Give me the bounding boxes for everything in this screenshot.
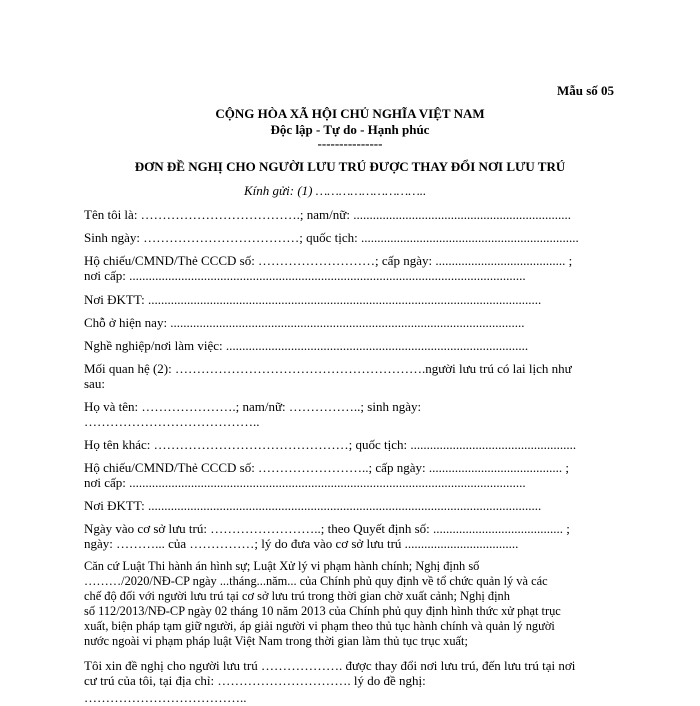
form-title: ĐƠN ĐỀ NGHỊ CHO NGƯỜI LƯU TRÚ ĐƯỢC THAY ĐỔI NƠI LƯU TRÚ <box>134 159 566 174</box>
legal-basis-line: Căn cứ Luật Thi hành án hình sự; Luật Xử lý vi phạm hành chính; Nghị định số <box>84 559 480 573</box>
field-current-address: Chỗ ở hiện nay: ............................................................................................................. <box>84 315 525 330</box>
motto-divider: --------------- <box>317 136 383 151</box>
motto: Độc lập - Tự do - Hạnh phúc <box>270 122 430 137</box>
legal-basis-line: chế độ đối với người lưu trú tại cơ sở lưu trú trong thời gian chờ xuất cảnh; Nghị định <box>84 589 510 603</box>
field-resident-birthdate: ………………………………….. <box>84 414 260 429</box>
field-resident-id-place: nơi cấp: .......................................................................................................................... <box>84 475 526 490</box>
field-resident-id-number: Hộ chiếu/CMND/Thẻ CCCD số: ……………………..; cấp ngày: ......................................... ; <box>84 460 569 475</box>
legal-basis-line: số 112/2013/NĐ-CP ngày 02 tháng 10 năm 2013 của Chính phủ quy định hình thức xử phạt trục <box>84 604 561 618</box>
request-line: ……………………………….. <box>84 690 247 705</box>
field-entry-date: Ngày vào cơ sở lưu trú: ……………………..; theo Quyết định số: ........................................ ; <box>84 521 570 536</box>
field-id-number: Hộ chiếu/CMND/Thẻ CCCD số: ………………………; cấp ngày: ........................................ ; <box>84 253 573 268</box>
recipient-line: Kính gửi: (1) ……………………….. <box>244 183 427 198</box>
request-line: cư trú của tôi, tại địa chỉ: …………………………. lý do đề nghị: <box>84 673 426 688</box>
field-resident-alias: Họ tên khác: ………………………………………; quốc tịch: ................................................... <box>84 437 577 452</box>
field-entry-reason: ngày: ………... của ……………; lý do đưa vào cơ sở lưu trú ................................... <box>84 536 519 551</box>
field-resident-permanent-residence: Nơi ĐKTT: ......................................................................................................................... <box>84 498 542 513</box>
field-resident-name: Họ và tên: ………………….; nam/nữ: ……………..; sinh ngày: <box>84 399 422 414</box>
legal-basis-line: ………/2020/NĐ-CP ngày ...tháng...năm... của Chính phủ quy định về tổ chức quản lý và các <box>84 574 548 588</box>
nation-heading: CỘNG HÒA XÃ HỘI CHỦ NGHĨA VIỆT NAM <box>215 106 485 121</box>
legal-basis-line: xuất, biện pháp tạm giữ người, áp giải người vi phạm theo thủ tục hành chính và quản lý người <box>84 619 555 633</box>
field-name: Tên tôi là: ……………………………….; nam/nữ: ................................................................... <box>84 207 571 222</box>
field-birthdate: Sinh ngày: ………………………………; quốc tịch: ................................................................... <box>84 230 579 245</box>
field-id-place: nơi cấp: .......................................................................................................................... <box>84 268 526 283</box>
field-relationship: Mối quan hệ (2): ………………………………………………….người lưu trú có lai lịch như <box>84 361 572 376</box>
request-line: Tôi xin đề nghị cho người lưu trú ………………. được thay đổi nơi lưu trú, đến lưu trú tại nơi <box>84 658 576 673</box>
form-number: Mẫu số 05 <box>557 83 615 98</box>
field-permanent-residence: Nơi ĐKTT: ......................................................................................................................... <box>84 292 542 307</box>
field-relationship-cont: sau: <box>84 376 105 391</box>
legal-basis-line: nước ngoài vi phạm pháp luật Việt Nam trong thời gian làm thủ tục trục xuất; <box>84 634 468 648</box>
field-occupation: Nghề nghiệp/nơi làm việc: ............................................................................................. <box>84 338 529 353</box>
